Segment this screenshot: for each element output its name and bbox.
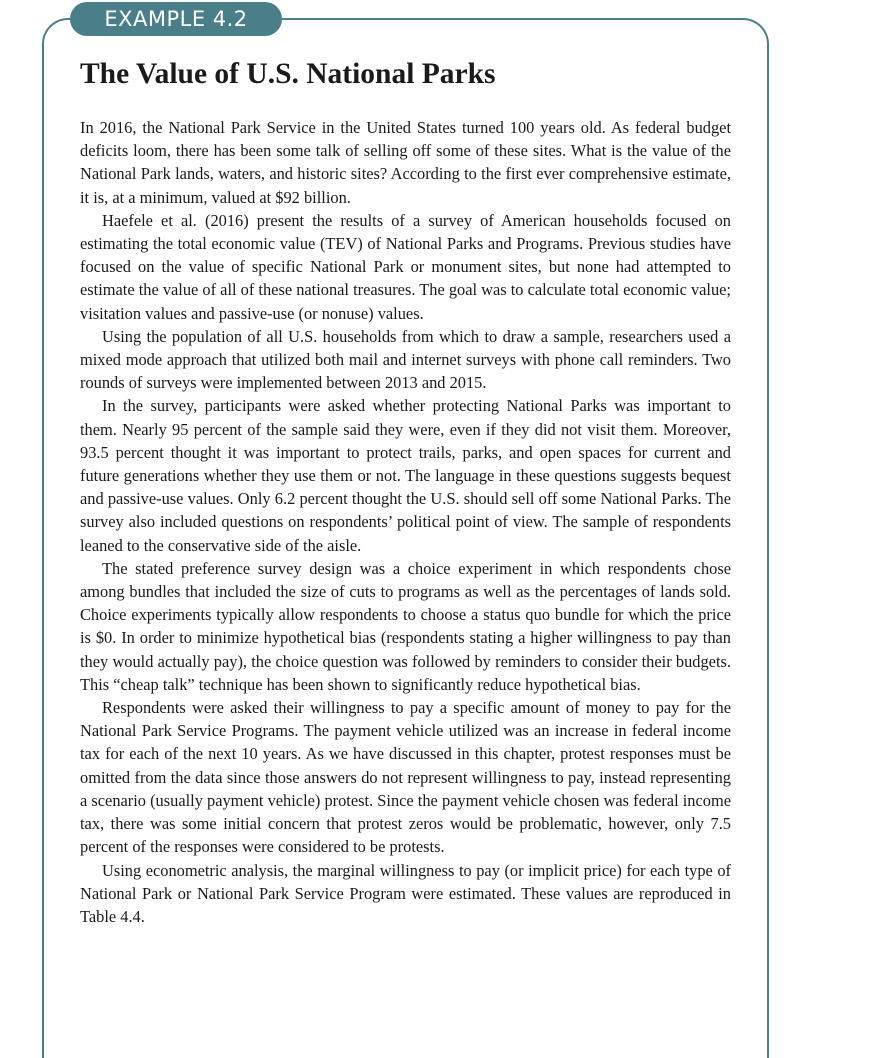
example-title: The Value of U.S. National Parks	[80, 58, 496, 90]
paragraph-7: Using econometric analysis, the marginal willingness to pay (or implicit price) for each type of National Park or National Park Service Program were estimated. These values are reproduced in Table 4.4.	[80, 860, 731, 926]
example-label: EXAMPLE 4.2	[70, 2, 282, 36]
paragraph-4: In the survey, participants were asked whether protecting National Parks was important to them. Nearly 95 percent of the sample said they were, even if they did not visit them. Moreover, 93.5 percent thought it was important to protect trails, parks, and open spaces for current and future generations whether they use them or not. The language in these questions suggests bequest and passive-use values. Only 6.2 percent thought the U.S. should sell off some National Parks. The survey also included questions on respondents’ political point of view. The sample of respondents leaned to the conservative side of the aisle.	[80, 396, 731, 555]
paragraph-5: The stated preference survey design was a choice experiment in which respondents chose among bundles that included the size of cuts to programs as well as the percentages of lands sold. Choice experiments typically allow respondents to choose a status quo bundle for which the price is $0. In order to minimize hypothetical bias (respondents stating a higher willingness to pay than they would actually pay), the choice question was followed by reminders to consider their budgets. This “cheap talk” technique has been shown to significantly reduce hypothetical bias.	[80, 558, 731, 694]
paragraph-6: Respondents were asked their willingness to pay a specific amount of money to pay for the National Park Service Programs. The payment vehicle utilized was an increase in federal income tax for each of the next 10 years. As we have discussed in this chapter, protest responses must be omitted from the data since those answers do not represent willingness to pay, instead representing a scenario (usually payment vehicle) protest. Since the payment vehicle chosen was federal income tax, there was some initial concern that protest zeros would be problematic, however, only 7.5 percent of the responses were considered to be protests.	[80, 698, 731, 857]
example-body	[80, 116, 731, 928]
paragraph-3: Using the population of all U.S. households from which to draw a sample, researchers used a mixed mode approach that utilized both mail and internet surveys with phone call reminders. Two rounds of surveys were implemented between 2013 and 2015.	[80, 326, 731, 393]
paragraph-1: In 2016, the National Park Service in the United States turned 100 years old. As federal budget deficits loom, there has been some talk of selling off some of these sites. What is the value of the National Park lands, waters, and historic sites? According to the first ever comprehensive estimate, it is, at a minimum, valued at $92 billion.	[80, 118, 731, 207]
paragraph-2: Haefele et al. (2016) present the results of a survey of American households focused on estimating the total economic value (TEV) of National Parks and Programs. Previous studies have focused on the value of specific National Park or monument sites, but none had attempted to estimate the value of all of these national treasures. The goal was to calculate total economic value; visitation values and passive-use (or nonuse) values.	[80, 210, 731, 323]
